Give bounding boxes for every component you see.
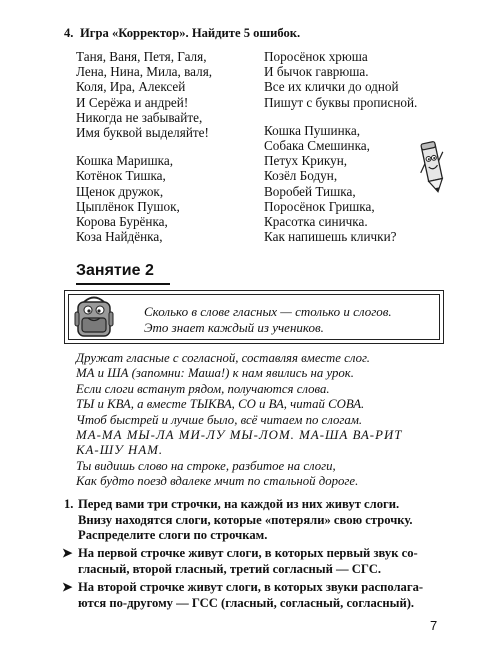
poem-line: ТЫ и КВА, а вместе ТЫКВА, СО и ВА, читай СОВА.	[76, 397, 365, 412]
poem-line: Как будто поезд вдалеке мчит по стальной дороге.	[76, 474, 359, 489]
poem-line: Корова Бурёнка,	[76, 214, 168, 230]
stanza-gap	[76, 140, 276, 153]
poem-line: Петух Крикун,	[264, 153, 348, 169]
bullet-text	[78, 580, 458, 611]
poem-line: Чтоб быстрей и лучше было, всё читаем по слогам.	[76, 412, 363, 427]
bullet-text	[78, 546, 458, 577]
poem-line: Дружат гласные с согласной, составляя вместе слог.	[76, 351, 370, 365]
syllable-poem	[76, 351, 456, 490]
lesson-title: Занятие 2	[76, 262, 154, 279]
poem-line: Как напишешь клички?	[264, 229, 397, 245]
arrow-bullet-icon: ➤	[62, 580, 73, 594]
poem-line: Поросёнок хрюша	[264, 49, 368, 64]
bullet-line: гласный, второй гласный, третий согласный — СГС.	[78, 561, 381, 576]
poem-line: Пишут с буквы прописной.	[264, 94, 418, 110]
rule-line: Сколько в слове гласных — столько и слогов.	[144, 304, 392, 319]
rule-line: Это знает каждый из учеников.	[144, 320, 324, 335]
poem-line: Таня, Ваня, Петя, Галя,	[76, 49, 207, 64]
task-number: 1.	[64, 497, 74, 511]
exercise-title: Игра «Корректор». Найдите 5 ошибок.	[80, 26, 301, 40]
task-text	[78, 497, 458, 544]
poem-line: Козёл Бодун,	[264, 168, 338, 184]
poem-line: МА-МА МЫ-ЛА МИ-ЛУ МЫ-ЛОМ. МА-ША ВА-РИТ	[76, 428, 403, 443]
task-line: Внизу находятся слоги, которые «потеряли» свою строчку.	[78, 512, 413, 527]
poem-line: Поросёнок Гришка,	[264, 198, 375, 214]
task-line: Распределите слоги по строчкам.	[78, 528, 268, 543]
poem-line: Коза Найдёнка,	[76, 229, 163, 245]
poem-line: Если слоги встанут рядом, получаются слова.	[76, 381, 330, 396]
poem-line: МА и ША (запомни: Маша!) к нам явились на урок.	[76, 366, 354, 381]
poem-line: Воробей Тишка,	[264, 183, 356, 199]
poem-line: Кошка Пушинка,	[264, 122, 360, 138]
exercise-number: 4.	[64, 26, 74, 40]
poem-line: Лена, Нина, Мила, валя,	[76, 64, 213, 80]
lesson-title-underline	[76, 283, 170, 285]
bullet-line: На второй строчке живут слоги, в которых звуки располага-	[78, 580, 424, 594]
poem-line: Имя буквой выделяйте!	[76, 125, 209, 141]
poem-line: И бычок гаврюша.	[264, 64, 369, 80]
poem-line: Красотка синичка.	[264, 214, 368, 230]
bullet-line: На первой строчке живут слоги, в которых первый звук со-	[78, 546, 418, 560]
page-number: 7	[430, 618, 438, 633]
poem-line: Коля, Ира, Алексей	[76, 79, 186, 95]
poem-line: Все их клички до одной	[264, 79, 399, 95]
task-line: Перед вами три строчки, на каждой из них живут слоги.	[78, 497, 400, 511]
poem-line: КА-ШУ НАМ.	[76, 443, 164, 458]
pencil-character-icon	[417, 140, 451, 196]
poem-line: Ты видишь слово на строке, разбитое на слоги,	[76, 458, 336, 473]
poem-line: Щенок дружок,	[76, 183, 164, 199]
backpack-character-icon	[74, 294, 114, 339]
poem-line: Собака Смешинка,	[264, 138, 370, 154]
poem-line: Никогда не забывайте,	[76, 109, 203, 125]
arrow-bullet-icon: ➤	[62, 546, 73, 560]
poem-line: Котёнок Тишка,	[76, 168, 166, 184]
bullet-line: ются по-другому — ГСС (гласный, согласный, согласный).	[78, 595, 415, 610]
stanza-gap	[264, 110, 464, 123]
poem-line: И Серёжа и андрей!	[76, 94, 189, 110]
poem-line: Кошка Маришка,	[76, 153, 173, 169]
poem-left-column	[76, 49, 276, 244]
poem-line: Цыплёнок Пушок,	[76, 198, 180, 214]
